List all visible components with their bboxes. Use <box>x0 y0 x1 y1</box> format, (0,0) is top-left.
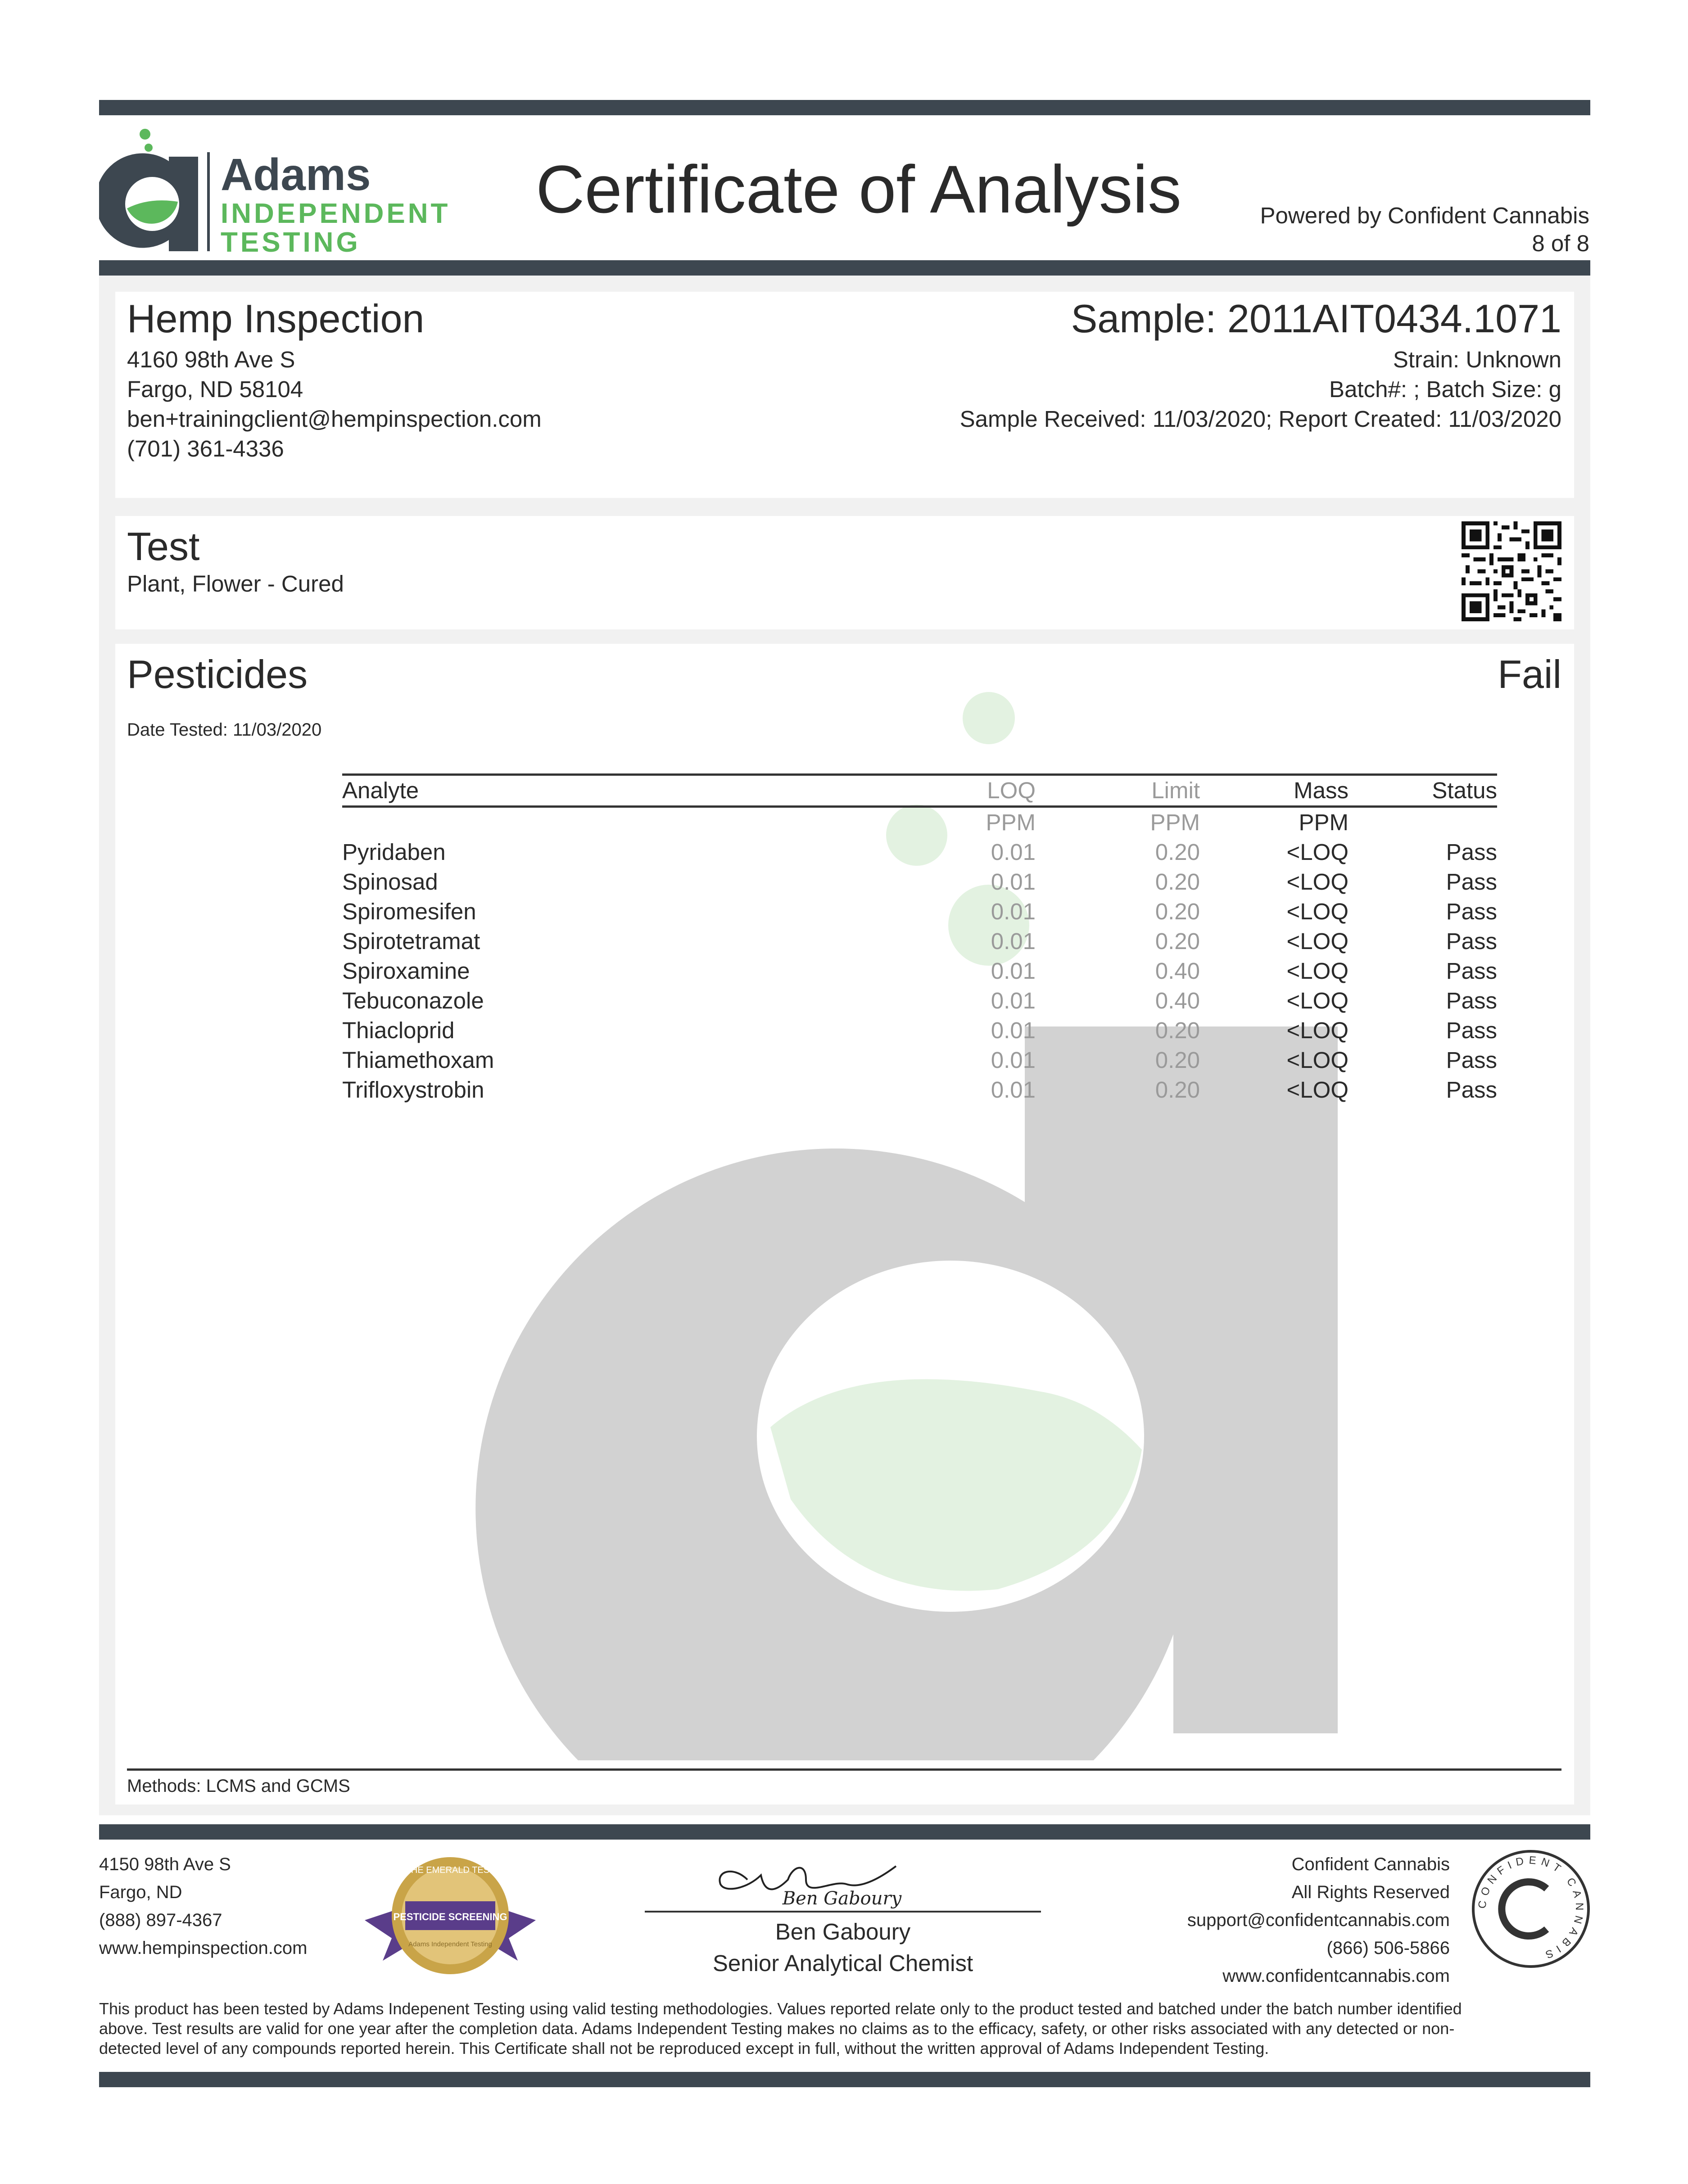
column-analyte: Analyte <box>342 775 860 807</box>
bottom-rule <box>99 2072 1590 2087</box>
limit-value: 0.20 <box>1155 928 1200 954</box>
unit-mass: PPM <box>1299 809 1349 835</box>
limit-value: 0.20 <box>1155 869 1200 895</box>
table-row <box>342 1016 1497 1045</box>
loq-value: 0.01 <box>991 928 1036 954</box>
client-name: Hemp Inspection <box>127 296 425 341</box>
pesticides-title: Pesticides <box>127 652 308 696</box>
table-header-row <box>342 775 1497 807</box>
cc-rights: All Rights Reserved <box>1291 1882 1450 1902</box>
signature <box>644 1848 1040 1911</box>
analyte-name: Pyridaben <box>342 839 446 865</box>
limit-value: 0.40 <box>1155 958 1200 984</box>
loq-value: 0.01 <box>991 1047 1036 1073</box>
mass-value: <LOQ <box>1286 988 1349 1013</box>
mass-value: <LOQ <box>1286 899 1349 924</box>
status-value: Pass <box>1446 958 1497 984</box>
analyte-name: Spiromesifen <box>342 899 476 924</box>
lab-website[interactable]: www.hempinspection.com <box>99 1938 308 1958</box>
pesticides-panel <box>115 644 1574 1804</box>
status-value: Pass <box>1446 1077 1497 1103</box>
limit-value: 0.40 <box>1155 988 1200 1013</box>
limit-value: 0.20 <box>1155 1077 1200 1103</box>
qr-code-icon[interactable] <box>1462 521 1561 621</box>
seal-text: CONFIDENT CANNABIS <box>1476 1854 1586 1962</box>
cc-phone: (866) 506-5866 <box>1326 1938 1450 1958</box>
sample-dates: Sample Received: 11/03/2020; Report Created: 11/03/2020 <box>959 406 1561 432</box>
table-row <box>342 897 1497 927</box>
client-address2: Fargo, ND 58104 <box>127 376 303 402</box>
pesticide-screening-badge-icon <box>356 1848 545 1983</box>
client-sample-panel <box>115 292 1574 498</box>
mass-value: <LOQ <box>1286 1017 1349 1043</box>
brand-name: Adams <box>221 149 371 200</box>
brand-line-testing: TESTING <box>221 227 361 258</box>
analyte-name: Tebuconazole <box>342 988 484 1013</box>
mass-value: <LOQ <box>1286 1047 1349 1073</box>
analyte-name: Spiroxamine <box>342 958 470 984</box>
limit-value: 0.20 <box>1155 1017 1200 1043</box>
adams-logo <box>99 121 459 260</box>
powered-by: Powered by Confident Cannabis <box>1260 203 1589 228</box>
loq-value: 0.01 <box>991 899 1036 924</box>
analyte-name: Thiacloprid <box>342 1017 455 1043</box>
disclaimer-line: This product has been tested by Adams Indepenent Testing using valid testing methodologies. Values reported relate only to the product tested and batched under the batch number identified <box>99 1999 1462 2018</box>
cc-website[interactable]: www.confidentcannabis.com <box>1222 1966 1450 1986</box>
analyte-name: Spinosad <box>342 869 438 895</box>
page-title: Certificate of Analysis <box>536 151 1181 227</box>
table-row <box>342 837 1497 867</box>
mass-value: <LOQ <box>1286 958 1349 984</box>
test-matrix: Plant, Flower - Cured <box>127 571 344 597</box>
column-status: Status <box>1349 775 1497 807</box>
confident-cannabis-seal-icon <box>1468 1846 1594 1972</box>
status-value: Pass <box>1446 988 1497 1013</box>
client-phone: (701) 361-4336 <box>127 436 284 461</box>
status-value: Pass <box>1446 869 1497 895</box>
test-panel <box>115 516 1574 629</box>
table-row <box>342 927 1497 956</box>
confident-cannabis-contact <box>1090 1850 1450 1990</box>
status-value: Pass <box>1446 839 1497 865</box>
badge-top-text: THE EMERALD TEST <box>405 1865 495 1875</box>
disclaimer <box>99 1999 1590 2058</box>
sample-batch: Batch#: ; Batch Size: g <box>1329 376 1561 402</box>
unit-loq: PPM <box>986 809 1036 835</box>
status-value: Pass <box>1446 899 1497 924</box>
loq-value: 0.01 <box>991 1017 1036 1043</box>
lab-phone: (888) 897-4367 <box>99 1910 222 1930</box>
analyte-name: Thiamethoxam <box>342 1047 494 1073</box>
mass-value: <LOQ <box>1286 1077 1349 1103</box>
chemist-title: Senior Analytical Chemist <box>712 1950 973 1976</box>
brand-line-independent: INDEPENDENT <box>221 198 451 229</box>
badge-main-text: PESTICIDE SCREENING <box>393 1911 507 1922</box>
footer-rule <box>99 1824 1590 1840</box>
pesticides-table <box>342 773 1497 1105</box>
badge-sub-text: Adams Independent Testing <box>408 1940 492 1948</box>
column-limit: Limit <box>1049 775 1200 807</box>
page-number: 8 of 8 <box>1532 231 1589 256</box>
signature-line <box>645 1911 1041 1913</box>
limit-value: 0.20 <box>1155 1047 1200 1073</box>
table-row <box>342 1045 1497 1075</box>
top-rule <box>99 100 1590 115</box>
analyte-name: Spirotetramat <box>342 928 480 954</box>
mass-value: <LOQ <box>1286 928 1349 954</box>
methods-divider <box>127 1768 1561 1771</box>
unit-limit: PPM <box>1150 809 1200 835</box>
column-loq: LOQ <box>860 775 1049 807</box>
svg-text:CONFIDENT CANNABIS <box>1476 1854 1585 1962</box>
signature-icon <box>644 1848 1040 1911</box>
date-tested: Date Tested: 11/03/2020 <box>127 720 322 740</box>
pesticides-result: Fail <box>1498 652 1561 696</box>
methods: Methods: LCMS and GCMS <box>127 1776 350 1796</box>
header-rule <box>99 260 1590 276</box>
cc-name: Confident Cannabis <box>1291 1854 1450 1874</box>
test-title: Test <box>127 524 200 569</box>
table-row <box>342 956 1497 986</box>
sample-id: Sample: 2011AIT0434.1071 <box>1071 296 1561 341</box>
status-value: Pass <box>1446 1047 1497 1073</box>
client-address1: 4160 98th Ave S <box>127 347 295 372</box>
lab-address1: 4150 98th Ave S <box>99 1854 231 1874</box>
loq-value: 0.01 <box>991 1077 1036 1103</box>
disclaimer-line: detected level of any compounds reported herein. This Certificate shall not be reproduced except in full, without the written approval of Adams Independent Testing. <box>99 2039 1269 2057</box>
loq-value: 0.01 <box>991 958 1036 984</box>
units-row <box>342 807 1497 838</box>
chemist-name: Ben Gaboury <box>775 1919 911 1944</box>
loq-value: 0.01 <box>991 988 1036 1013</box>
loq-value: 0.01 <box>991 869 1036 895</box>
table-row <box>342 1075 1497 1105</box>
client-email[interactable]: ben+trainingclient@hempinspection.com <box>127 406 542 432</box>
limit-value: 0.20 <box>1155 839 1200 865</box>
column-mass: Mass <box>1200 775 1349 807</box>
mass-value: <LOQ <box>1286 839 1349 865</box>
signature-text: Ben Gaboury <box>782 1888 902 1909</box>
status-value: Pass <box>1446 1017 1497 1043</box>
cc-email[interactable]: support@confidentcannabis.com <box>1187 1910 1450 1930</box>
disclaimer-line: above. Test results are valid for one year after the completion data. Adams Independent Testing makes no claims as to the efficacy, safety, or other risks associated with any detected or non- <box>99 2019 1455 2038</box>
table-row <box>342 986 1497 1016</box>
status-value: Pass <box>1446 928 1497 954</box>
loq-value: 0.01 <box>991 839 1036 865</box>
limit-value: 0.20 <box>1155 899 1200 924</box>
analyte-name: Trifloxystrobin <box>342 1077 484 1103</box>
table-row <box>342 867 1497 897</box>
mass-value: <LOQ <box>1286 869 1349 895</box>
lab-address2: Fargo, ND <box>99 1882 182 1902</box>
lab-contact <box>99 1850 307 1962</box>
sample-strain: Strain: Unknown <box>1393 347 1561 372</box>
